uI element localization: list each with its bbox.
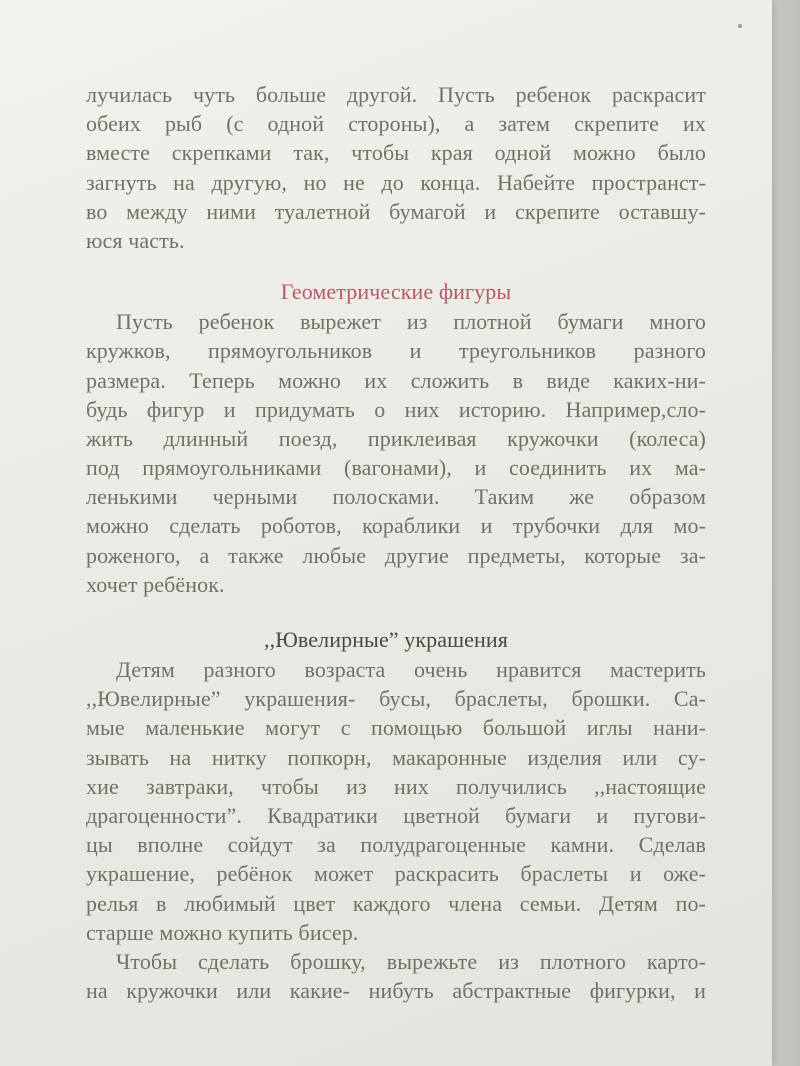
text-line: Пусть ребенок вырежет из плотной бумаги много bbox=[116, 309, 706, 335]
text-line: под прямоугольниками (вагонами), и соединить их ма- bbox=[86, 455, 706, 481]
text-line: на кружочки или какие- нибуть абстрактные фигурки, и bbox=[86, 978, 706, 1004]
wall-background bbox=[770, 0, 800, 1066]
text-line: во между ними туалетной бумагой и скрепите оставшу- bbox=[86, 198, 706, 224]
text-line: размера. Теперь можно их сложить в виде каких-ни- bbox=[86, 367, 706, 393]
text-line: кружков, прямоугольников и треугольников разного bbox=[86, 338, 706, 364]
text-line: украшение, ребёнок может раскрасить браслеты и оже- bbox=[86, 861, 706, 887]
section-heading-jewelry: ,,Ювелирные” украшения bbox=[264, 627, 508, 652]
geometric-shapes-paragraph bbox=[86, 307, 706, 599]
text-column bbox=[86, 80, 706, 1005]
text-line: релья в любимый цвет каждого члена семьи. Детям по- bbox=[86, 890, 706, 916]
text-line: хочет ребёнок. bbox=[86, 571, 225, 597]
text-line: жить длинный поезд, приклеивая кружочки (колеса) bbox=[86, 425, 706, 451]
text-line: хие завтраки, чтобы из них получились ,,настоящие bbox=[86, 773, 706, 799]
text-line: роженого, а также любые другие предметы, которые за- bbox=[86, 542, 706, 568]
paper-speck bbox=[738, 24, 742, 28]
section-heading-geometric-shapes: Геометрические фигуры bbox=[280, 279, 512, 305]
text-line: загнуть на другую, но не до конца. Набейте пространст- bbox=[86, 169, 706, 195]
text-line: можно сделать роботов, кораблики и трубочки для мо- bbox=[86, 513, 706, 539]
intro-paragraph bbox=[86, 80, 706, 255]
jewelry-paragraph bbox=[86, 655, 706, 1005]
text-line: ,,Ювелирные” украшения- бусы, браслеты, брошки. Са- bbox=[86, 686, 706, 712]
text-line: мые маленькие могут с помощью большой иглы нани- bbox=[86, 715, 706, 741]
text-line: цы вполне сойдут за полудрагоценные камни. Сделав bbox=[86, 832, 706, 858]
text-line: будь фигур и придумать о них историю. Например,сло- bbox=[86, 396, 706, 422]
text-line: зывать на нитку попкорн, макаронные изделия или су- bbox=[86, 744, 706, 770]
text-line: юся часть. bbox=[86, 227, 185, 253]
text-line: драгоценности”. Квадратики цветной бумаги и пугови- bbox=[86, 802, 706, 828]
text-line: Детям разного возраста очень нравится мастерить bbox=[116, 657, 706, 682]
text-line: старше можно купить бисер. bbox=[86, 919, 359, 945]
text-line: Чтобы сделать брошку, вырежьте из плотного карто- bbox=[116, 948, 706, 974]
text-line: ленькими черными полосками. Таким же образом bbox=[86, 484, 706, 510]
text-line: вместе скрепками так, чтобы края одной можно было bbox=[86, 140, 706, 166]
text-line: лучилась чуть больше другой. Пусть ребенок раскрасит bbox=[86, 82, 706, 107]
text-line: обеих рыб (с одной стороны), а затем скрепите их bbox=[86, 111, 706, 137]
